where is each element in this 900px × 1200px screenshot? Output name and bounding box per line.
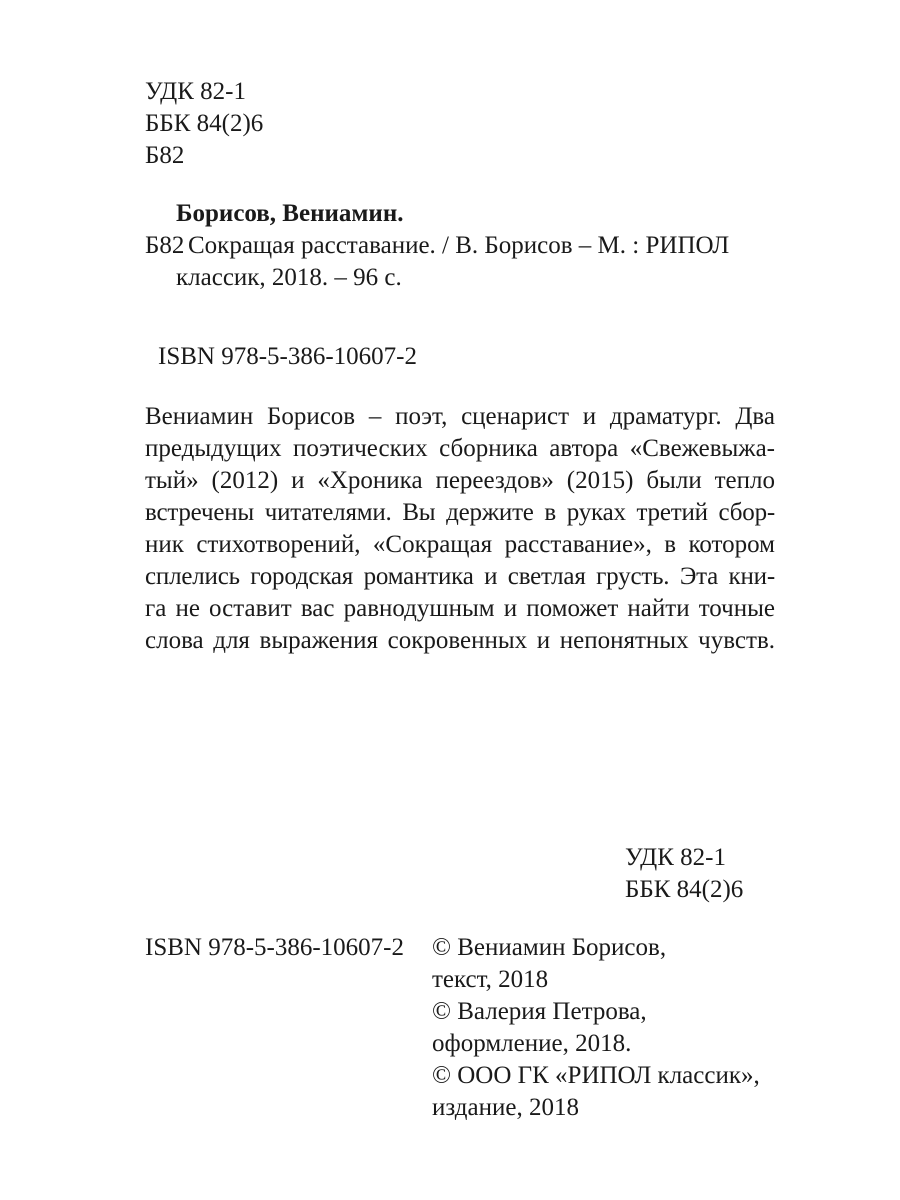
copyright-line: © Валерия Петрова, (432, 998, 647, 1025)
record-mark: Б82 (145, 232, 185, 259)
copyright-line: издание, 2018 (432, 1094, 579, 1121)
footer-bbk-code: ББК 84(2)6 (625, 876, 744, 903)
record-title-line: Сокращая расставание. / В. Борисов – М. : РИПОЛ (188, 232, 730, 259)
record-author: Борисов, Вениамин. (176, 200, 404, 227)
annotation-line: встречены читателями. Вы держите в руках третий сбор- (145, 499, 775, 526)
annotation-line: Вениамин Борисов – поэт, сценарист и драматург. Два (145, 403, 775, 430)
udk-code: УДК 82-1 (145, 78, 246, 105)
footer-udk-code: УДК 82-1 (625, 844, 726, 871)
isbn-top: ISBN 978-5-386-10607-2 (158, 343, 418, 370)
annotation-line: га не оставит вас равнодушным и поможет найти точные (145, 595, 775, 622)
copyright-line: оформление, 2018. (432, 1030, 632, 1057)
bbk-code: ББК 84(2)6 (145, 110, 264, 137)
annotation-line: слова для выражения сокровенных и непонятных чувств. (145, 627, 775, 654)
annotation-line: ник стихотворений, «Сокращая расставание», в котором (145, 531, 775, 558)
footer-isbn: ISBN 978-5-386-10607-2 (145, 934, 405, 961)
annotation-line: сплелись городская романтика и светлая грусть. Эта кни- (145, 563, 775, 590)
copyright-line: © Вениамин Борисов, (432, 934, 667, 961)
copyright-line: текст, 2018 (432, 966, 549, 993)
record-publication-line: классик, 2018. – 96 с. (176, 264, 402, 291)
annotation-line: предыдущих поэтических сборника автора «Свежевыжа- (145, 435, 775, 462)
annotation-line: тый» (2012) и «Хроника переездов» (2015) были тепло (145, 467, 775, 494)
copyright-line: © ООО ГК «РИПОЛ классик», (432, 1062, 760, 1089)
author-mark: Б82 (145, 142, 185, 169)
